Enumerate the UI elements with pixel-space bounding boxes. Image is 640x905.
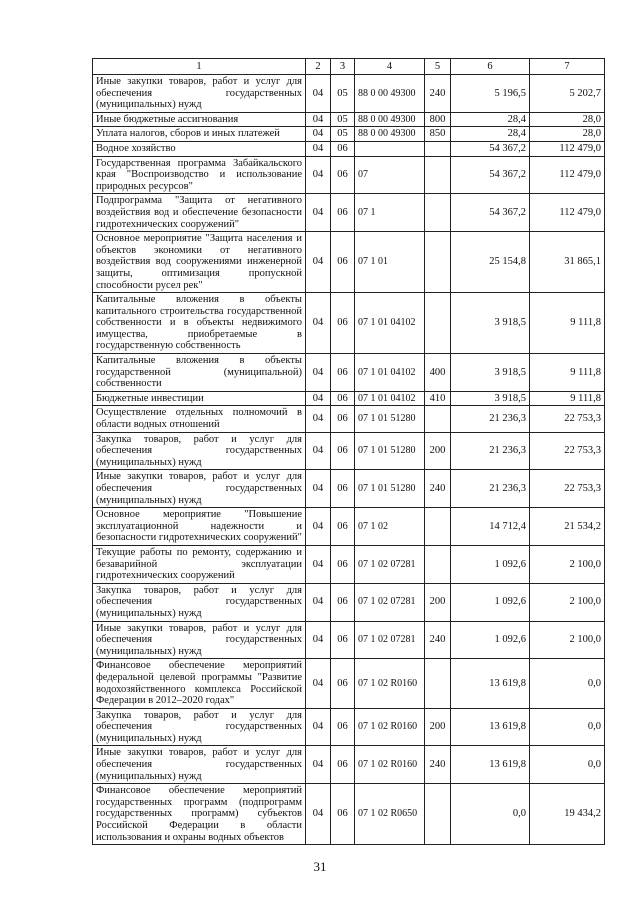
subsection-code-cell: 06	[331, 194, 355, 232]
target-article-cell: 07 1	[355, 194, 425, 232]
subsection-code-cell: 06	[331, 621, 355, 659]
amount-col7-cell: 2 100,0	[530, 583, 605, 621]
target-article-cell	[355, 141, 425, 156]
row-name-cell: Водное хозяйство	[93, 141, 306, 156]
section-code-cell: 04	[306, 708, 331, 746]
table-row	[93, 621, 605, 659]
subsection-code-cell: 06	[331, 156, 355, 194]
amount-col7-cell: 9 111,8	[530, 391, 605, 406]
section-code-cell: 04	[306, 293, 331, 354]
section-code-cell: 04	[306, 194, 331, 232]
subsection-code-cell: 06	[331, 708, 355, 746]
amount-col6-cell: 25 154,8	[451, 232, 530, 293]
table-row	[93, 156, 605, 194]
section-code-cell: 04	[306, 621, 331, 659]
table-row	[93, 659, 605, 708]
amount-col7-cell: 21 534,2	[530, 508, 605, 546]
row-name-cell: Иные закупки товаров, работ и услуг для обеспечения государственных (муниципальных) нужд	[93, 470, 306, 508]
table-row	[93, 746, 605, 784]
amount-col7-cell: 22 753,3	[530, 470, 605, 508]
amount-col7-cell: 2 100,0	[530, 545, 605, 583]
subsection-code-cell: 06	[331, 784, 355, 845]
section-code-cell: 04	[306, 432, 331, 470]
section-code-cell: 04	[306, 406, 331, 432]
amount-col7-cell: 31 865,1	[530, 232, 605, 293]
subsection-code-cell: 05	[331, 75, 355, 113]
section-code-cell: 04	[306, 156, 331, 194]
section-code-cell: 04	[306, 112, 331, 127]
row-name-cell: Финансовое обеспечение мероприятий государственных программ (подпрограмм государственных программ) субъектов Российской Федерации в области использования и охраны водных объектов	[93, 784, 306, 845]
amount-col7-cell: 19 434,2	[530, 784, 605, 845]
row-name-cell: Государственная программа Забайкальского края "Воспроизводство и использование природных ресурсов"	[93, 156, 306, 194]
table-row	[93, 141, 605, 156]
amount-col7-cell: 9 111,8	[530, 293, 605, 354]
amount-col6-cell: 28,4	[451, 127, 530, 142]
amount-col6-cell: 1 092,6	[451, 583, 530, 621]
amount-col6-cell: 3 918,5	[451, 354, 530, 392]
subsection-code-cell: 06	[331, 432, 355, 470]
amount-col7-cell: 22 753,3	[530, 406, 605, 432]
amount-col7-cell: 0,0	[530, 659, 605, 708]
amount-col6-cell: 21 236,3	[451, 432, 530, 470]
row-name-cell: Уплата налогов, сборов и иных платежей	[93, 127, 306, 142]
expense-type-cell	[425, 659, 451, 708]
table-row	[93, 75, 605, 113]
row-name-cell: Иные закупки товаров, работ и услуг для обеспечения государственных (муниципальных) нужд	[93, 75, 306, 113]
expense-type-cell: 850	[425, 127, 451, 142]
table-row	[93, 112, 605, 127]
page-number: 31	[313, 859, 327, 874]
expense-type-cell: 240	[425, 470, 451, 508]
target-article-cell: 07 1 02 R0160	[355, 659, 425, 708]
amount-col6-cell: 54 367,2	[451, 194, 530, 232]
row-name-cell: Закупка товаров, работ и услуг для обеспечения государственных (муниципальных) нужд	[93, 432, 306, 470]
target-article-cell: 07 1 01 04102	[355, 354, 425, 392]
expense-type-cell	[425, 508, 451, 546]
amount-col6-cell: 13 619,8	[451, 659, 530, 708]
subsection-code-cell: 06	[331, 508, 355, 546]
section-code-cell: 04	[306, 127, 331, 142]
expense-type-cell	[425, 194, 451, 232]
subsection-code-cell: 05	[331, 112, 355, 127]
amount-col6-cell: 14 712,4	[451, 508, 530, 546]
table-row	[93, 708, 605, 746]
subsection-code-cell: 06	[331, 232, 355, 293]
target-article-cell: 07 1 02	[355, 508, 425, 546]
subsection-code-cell: 06	[331, 141, 355, 156]
amount-col7-cell: 22 753,3	[530, 432, 605, 470]
row-name-cell: Капитальные вложения в объекты государственной (муниципальной) собственности	[93, 354, 306, 392]
amount-col6-cell: 13 619,8	[451, 746, 530, 784]
table-row	[93, 127, 605, 142]
expense-type-cell	[425, 293, 451, 354]
expense-type-cell: 800	[425, 112, 451, 127]
section-code-cell: 04	[306, 391, 331, 406]
table-row	[93, 508, 605, 546]
row-name-cell: Основное мероприятие "Защита населения и объектов экономики от негативного воздействия вод сооружениями инженерной защиты, оптимизация пропускной способности русел рек"	[93, 232, 306, 293]
amount-col7-cell: 5 202,7	[530, 75, 605, 113]
section-code-cell: 04	[306, 746, 331, 784]
amount-col7-cell: 0,0	[530, 746, 605, 784]
amount-col6-cell: 1 092,6	[451, 621, 530, 659]
row-name-cell: Иные бюджетные ассигнования	[93, 112, 306, 127]
target-article-cell: 07 1 02 07281	[355, 583, 425, 621]
expense-type-cell: 240	[425, 75, 451, 113]
table-row	[93, 784, 605, 845]
subsection-code-cell: 06	[331, 583, 355, 621]
row-name-cell: Иные закупки товаров, работ и услуг для обеспечения государственных (муниципальных) нужд	[93, 621, 306, 659]
expense-type-cell	[425, 406, 451, 432]
amount-col6-cell: 5 196,5	[451, 75, 530, 113]
amount-col6-cell: 1 092,6	[451, 545, 530, 583]
amount-col7-cell: 112 479,0	[530, 156, 605, 194]
table-row	[93, 406, 605, 432]
column-header: 2	[306, 59, 331, 75]
row-name-cell: Основное мероприятие "Повышение эксплуатационной надежности и безопасности гидротехнических сооружений"	[93, 508, 306, 546]
table-row	[93, 293, 605, 354]
column-header: 7	[530, 59, 605, 75]
row-name-cell: Закупка товаров, работ и услуг для обеспечения государственных (муниципальных) нужд	[93, 583, 306, 621]
section-code-cell: 04	[306, 784, 331, 845]
target-article-cell: 88 0 00 49300	[355, 127, 425, 142]
amount-col6-cell: 54 367,2	[451, 141, 530, 156]
expense-type-cell	[425, 232, 451, 293]
subsection-code-cell: 06	[331, 545, 355, 583]
expense-type-cell	[425, 545, 451, 583]
amount-col6-cell: 54 367,2	[451, 156, 530, 194]
column-header: 5	[425, 59, 451, 75]
amount-col6-cell: 21 236,3	[451, 470, 530, 508]
target-article-cell: 07 1 02 07281	[355, 545, 425, 583]
target-article-cell: 07 1 02 R0650	[355, 784, 425, 845]
row-name-cell: Осуществление отдельных полномочий в области водных отношений	[93, 406, 306, 432]
target-article-cell: 07 1 01 51280	[355, 470, 425, 508]
table-row	[93, 194, 605, 232]
amount-col6-cell: 3 918,5	[451, 293, 530, 354]
column-header: 6	[451, 59, 530, 75]
target-article-cell: 07 1 01 04102	[355, 293, 425, 354]
amount-col6-cell: 0,0	[451, 784, 530, 845]
column-header: 4	[355, 59, 425, 75]
target-article-cell: 07	[355, 156, 425, 194]
section-code-cell: 04	[306, 141, 331, 156]
amount-col7-cell: 2 100,0	[530, 621, 605, 659]
table-row	[93, 354, 605, 392]
amount-col7-cell: 9 111,8	[530, 354, 605, 392]
subsection-code-cell: 06	[331, 659, 355, 708]
expense-type-cell: 200	[425, 432, 451, 470]
row-name-cell: Текущие работы по ремонту, содержанию и безаварийной эксплуатации гидротехнических сооружений	[93, 545, 306, 583]
target-article-cell: 88 0 00 49300	[355, 112, 425, 127]
table-row	[93, 432, 605, 470]
subsection-code-cell: 06	[331, 293, 355, 354]
row-name-cell: Капитальные вложения в объекты капитального строительства государственной собственности и в объекты недвижимого имущества, приобретаемые в государственную собственность	[93, 293, 306, 354]
table-row	[93, 583, 605, 621]
row-name-cell: Бюджетные инвестиции	[93, 391, 306, 406]
row-name-cell: Подпрограмма "Защита от негативного воздействия вод и обеспечение безопасности гидротехнических сооружений"	[93, 194, 306, 232]
subsection-code-cell: 06	[331, 354, 355, 392]
section-code-cell: 04	[306, 545, 331, 583]
section-code-cell: 04	[306, 470, 331, 508]
column-header: 3	[331, 59, 355, 75]
amount-col7-cell: 28,0	[530, 127, 605, 142]
amount-col7-cell: 112 479,0	[530, 194, 605, 232]
section-code-cell: 04	[306, 354, 331, 392]
section-code-cell: 04	[306, 659, 331, 708]
section-code-cell: 04	[306, 232, 331, 293]
amount-col6-cell: 13 619,8	[451, 708, 530, 746]
subsection-code-cell: 06	[331, 391, 355, 406]
expense-type-cell: 240	[425, 621, 451, 659]
expense-type-cell: 400	[425, 354, 451, 392]
row-name-cell: Закупка товаров, работ и услуг для обеспечения государственных (муниципальных) нужд	[93, 708, 306, 746]
amount-col7-cell: 0,0	[530, 708, 605, 746]
expense-type-cell	[425, 156, 451, 194]
amount-col7-cell: 28,0	[530, 112, 605, 127]
expense-type-cell: 200	[425, 708, 451, 746]
expense-type-cell: 240	[425, 746, 451, 784]
target-article-cell: 07 1 02 R0160	[355, 708, 425, 746]
section-code-cell: 04	[306, 75, 331, 113]
table-row	[93, 470, 605, 508]
target-article-cell: 88 0 00 49300	[355, 75, 425, 113]
table-row	[93, 232, 605, 293]
row-name-cell: Финансовое обеспечение мероприятий федеральной целевой программы "Развитие водохозяйственного комплекса Российской Федерации в 2012–2020 годах"	[93, 659, 306, 708]
expense-type-cell	[425, 784, 451, 845]
subsection-code-cell: 06	[331, 470, 355, 508]
section-code-cell: 04	[306, 583, 331, 621]
subsection-code-cell: 05	[331, 127, 355, 142]
target-article-cell: 07 1 01	[355, 232, 425, 293]
section-code-cell: 04	[306, 508, 331, 546]
row-name-cell: Иные закупки товаров, работ и услуг для обеспечения государственных (муниципальных) нужд	[93, 746, 306, 784]
column-header: 1	[93, 59, 306, 75]
amount-col6-cell: 3 918,5	[451, 391, 530, 406]
target-article-cell: 07 1 02 07281	[355, 621, 425, 659]
subsection-code-cell: 06	[331, 406, 355, 432]
target-article-cell: 07 1 02 R0160	[355, 746, 425, 784]
expense-type-cell	[425, 141, 451, 156]
expense-type-cell: 410	[425, 391, 451, 406]
target-article-cell: 07 1 01 04102	[355, 391, 425, 406]
budget-table	[92, 58, 605, 845]
table-header-row	[93, 59, 605, 75]
target-article-cell: 07 1 01 51280	[355, 432, 425, 470]
expense-type-cell: 200	[425, 583, 451, 621]
amount-col6-cell: 21 236,3	[451, 406, 530, 432]
amount-col6-cell: 28,4	[451, 112, 530, 127]
subsection-code-cell: 06	[331, 746, 355, 784]
table-row	[93, 545, 605, 583]
table-row	[93, 391, 605, 406]
amount-col7-cell: 112 479,0	[530, 141, 605, 156]
target-article-cell: 07 1 01 51280	[355, 406, 425, 432]
